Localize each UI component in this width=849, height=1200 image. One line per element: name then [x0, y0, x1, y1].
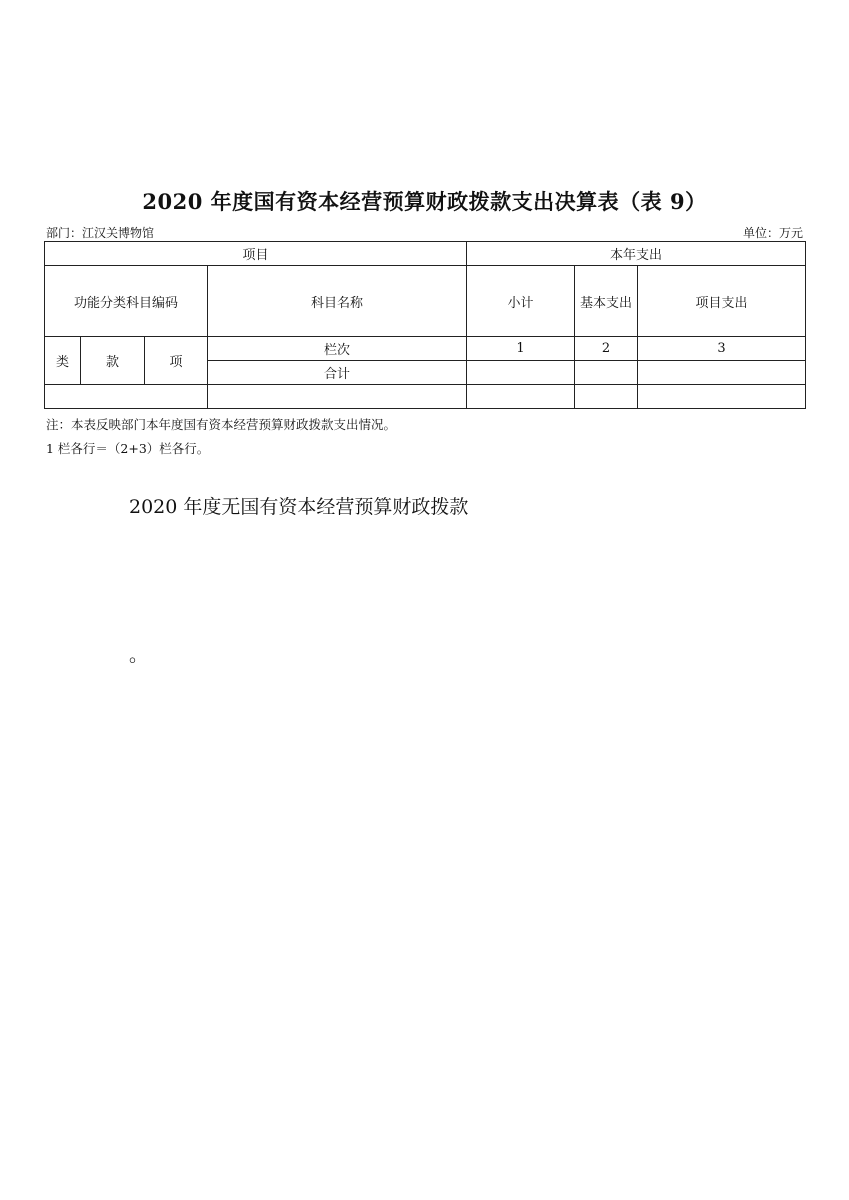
blank-name-cell	[208, 385, 467, 409]
statement-period: 。	[129, 644, 149, 666]
table-formula-note: 1 栏各行＝（2+3）栏各行。	[46, 441, 210, 456]
header-basic-expense: 基本支出	[575, 266, 638, 337]
blank-subtotal-cell	[467, 385, 575, 409]
header-lei: 类	[45, 337, 81, 385]
header-project-expense: 项目支出	[638, 266, 806, 337]
table-row	[45, 385, 806, 409]
total-subtotal-cell	[467, 361, 575, 385]
total-project-cell	[638, 361, 806, 385]
row-total-label: 合计	[208, 361, 467, 385]
table-note: 注：本表反映部门本年度国有资本经营预算财政拨款支出情况。	[46, 417, 397, 432]
index-1: 1	[467, 337, 575, 361]
department-label: 部门：江汉关博物馆	[46, 226, 155, 240]
index-2: 2	[575, 337, 638, 361]
blank-basic-cell	[575, 385, 638, 409]
unit-label: 单位：万元	[742, 226, 803, 240]
expenditure-table	[44, 241, 806, 409]
index-3: 3	[638, 337, 806, 361]
header-function-code: 功能分类科目编码	[45, 266, 208, 337]
table-header-row	[45, 242, 806, 266]
header-xiang: 项	[145, 337, 208, 385]
page-title: 2020 年度国有资本经营预算财政拨款支出决算表（表 9）	[142, 189, 707, 214]
table-index-row	[45, 337, 806, 361]
header-expense-group: 本年支出	[467, 242, 806, 266]
header-kuan: 款	[81, 337, 145, 385]
row-index-label: 栏次	[208, 337, 467, 361]
table-columns-row	[45, 266, 806, 337]
blank-project-cell	[638, 385, 806, 409]
blank-code-cell	[45, 385, 208, 409]
header-item-group: 项目	[45, 242, 467, 266]
header-subtotal: 小计	[467, 266, 575, 337]
header-subject-name: 科目名称	[208, 266, 467, 337]
statement-text: 2020 年度无国有资本经营预算财政拨款	[129, 496, 469, 518]
total-basic-cell	[575, 361, 638, 385]
